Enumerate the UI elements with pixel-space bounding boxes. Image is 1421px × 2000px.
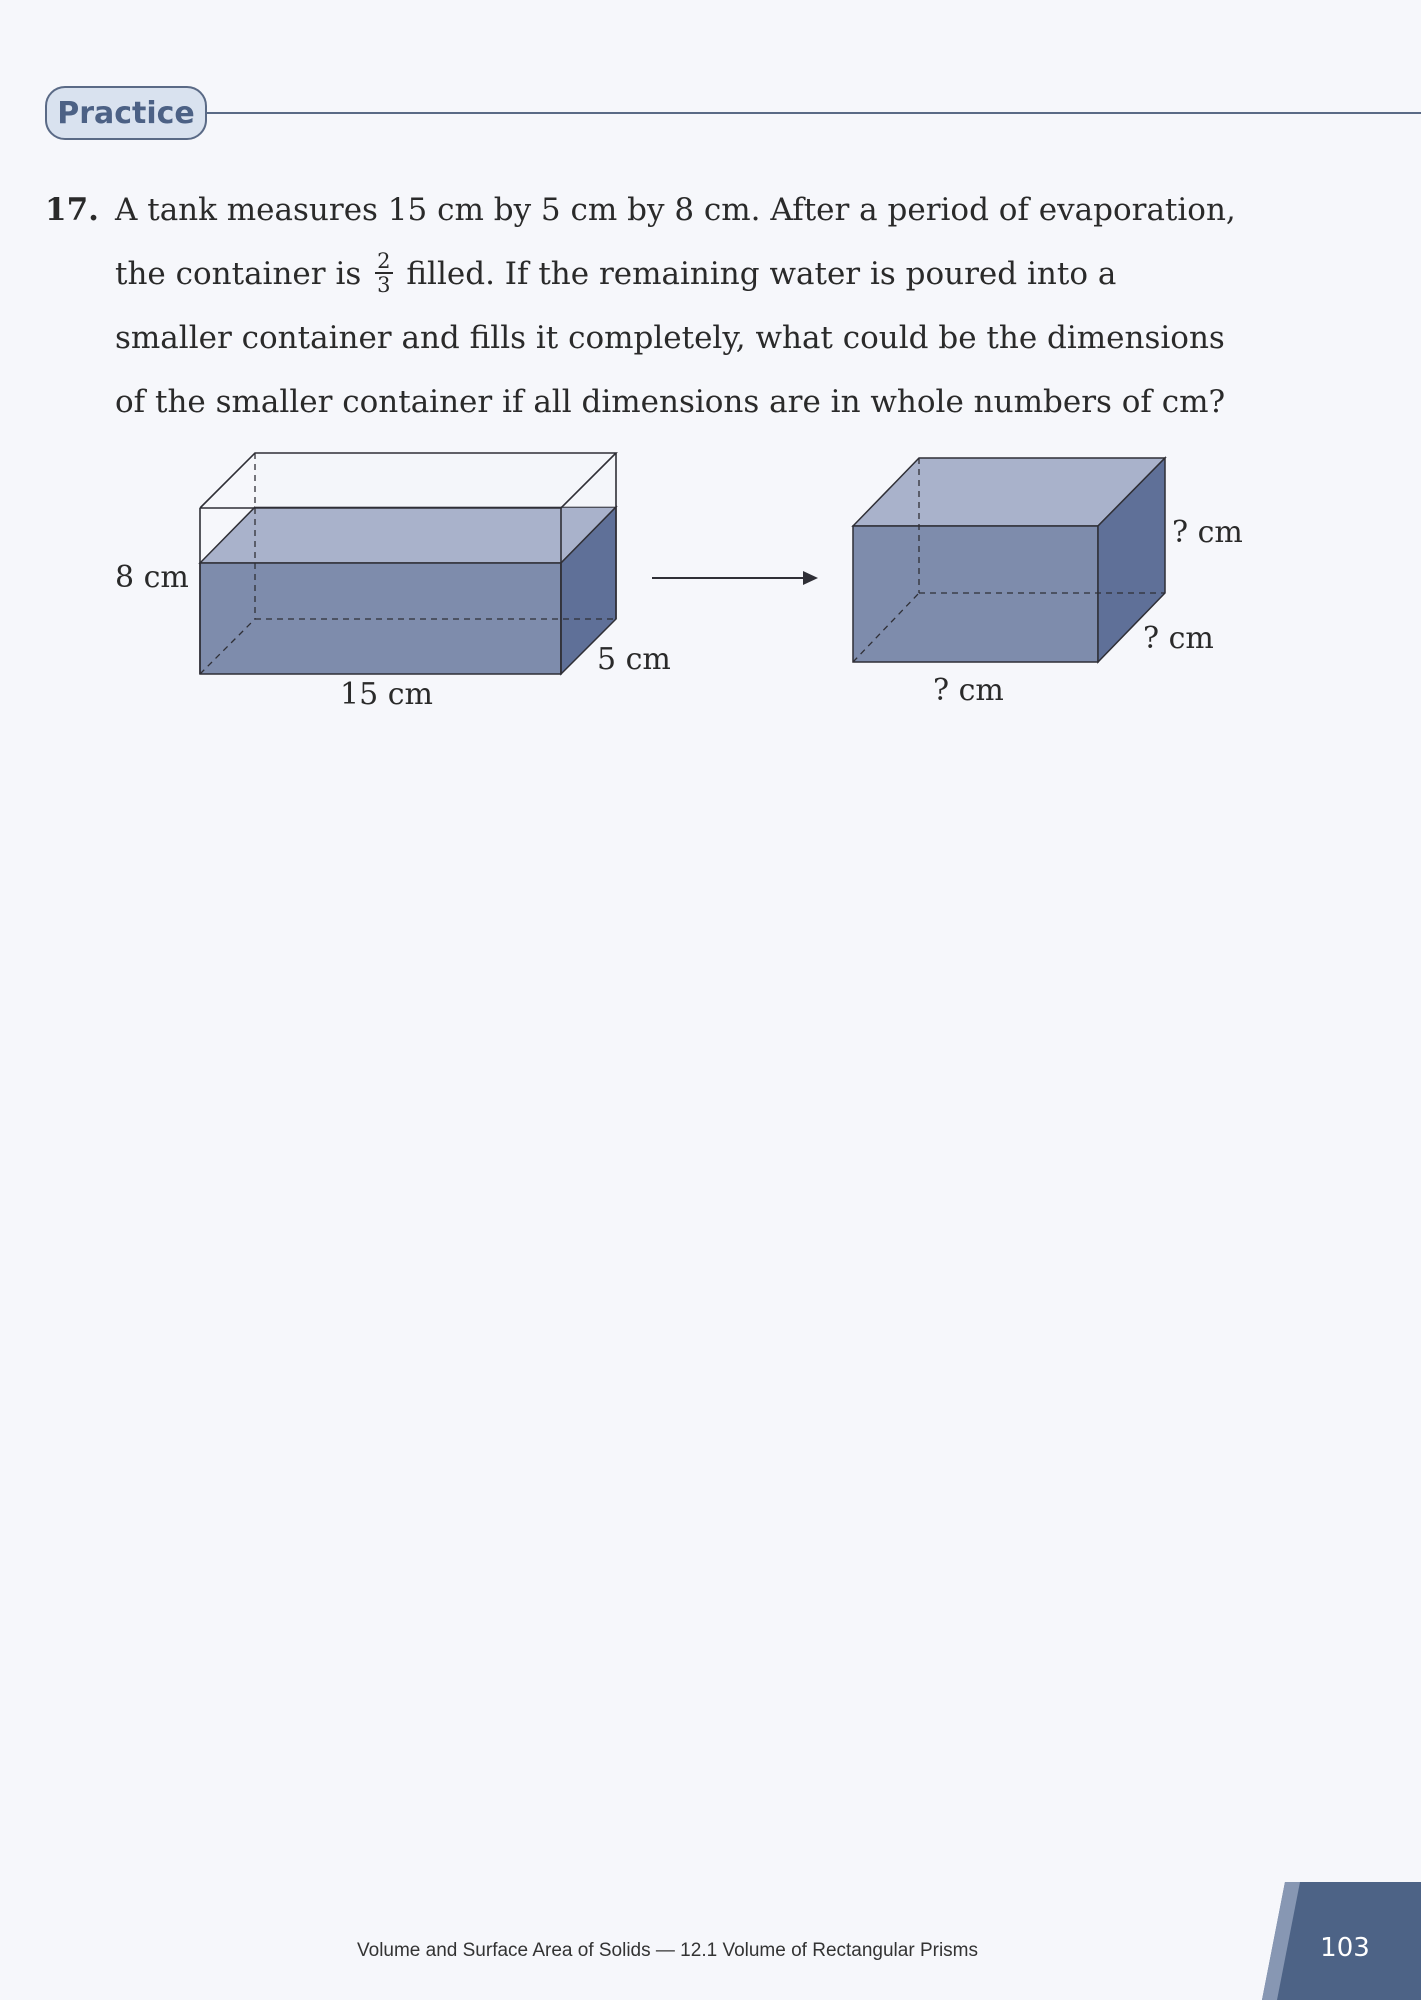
tank-water-top [200, 507, 616, 563]
container-height-label: ? cm [1172, 515, 1243, 550]
question-line-2-start: the container is [115, 256, 362, 292]
container-length-label: ? cm [933, 673, 1004, 708]
footer-text: Volume and Surface Area of Solids — 12.1 Volume of Rectangular Prisms [357, 1940, 978, 1961]
page-number: 103 [1320, 1933, 1370, 1963]
question-line-3: smaller container and fills it completely, what could be the dimensions [115, 320, 1225, 356]
tank-empty-back [255, 453, 616, 507]
question-line-4: of the smaller container if all dimensions are in whole numbers of cm? [115, 384, 1226, 420]
small-container [853, 458, 1243, 708]
question-number: 17. [45, 192, 99, 228]
question-line-1: A tank measures 15 cm by 5 cm by 8 cm. After a period of evaporation, [115, 192, 1236, 228]
tank-length-label: 15 cm [340, 677, 433, 712]
tank-width-label: 5 cm [597, 642, 671, 677]
large-tank [115, 453, 671, 712]
arrow-icon [652, 571, 818, 585]
container-depth-label: ? cm [1143, 621, 1214, 656]
tank-height-label: 8 cm [115, 560, 189, 595]
container-front [853, 526, 1098, 662]
fraction-denominator: 3 [377, 272, 391, 297]
fraction-numerator: 2 [377, 248, 391, 273]
question-line-2-end: filled. If the remaining water is poured into a [406, 256, 1117, 292]
practice-badge: Practice [45, 86, 207, 140]
